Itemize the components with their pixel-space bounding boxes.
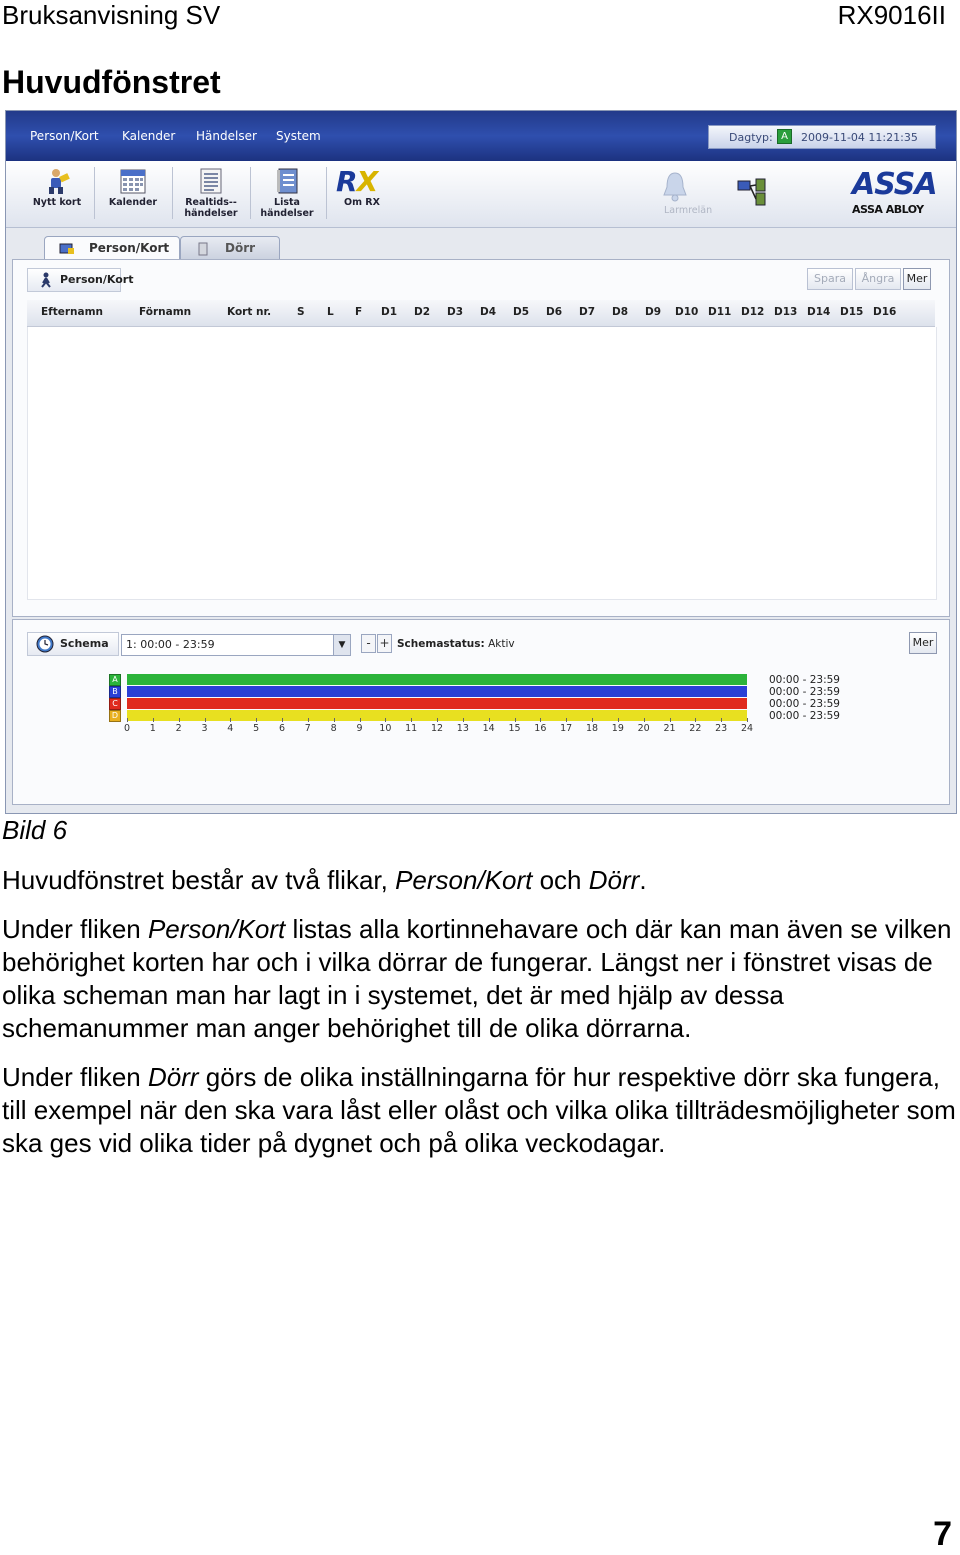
hour-label: 10 (379, 723, 392, 734)
page-header (0, 0, 960, 36)
list-events-icon (273, 167, 301, 195)
paragraph-1 (2, 864, 958, 897)
hour-label: 18 (585, 723, 599, 734)
hour-tick (282, 718, 283, 722)
col-fornamn[interactable]: Förnamn (139, 306, 192, 318)
schedule-panel (12, 619, 950, 805)
page-number: 7 (933, 1515, 952, 1553)
hour-tick (747, 718, 748, 722)
assa-abloy-logo: ASSA ABLOY (852, 203, 924, 216)
col-d8[interactable]: D8 (612, 306, 629, 318)
schedule-band-a[interactable] (127, 674, 747, 685)
col-s[interactable]: S (297, 306, 305, 318)
p2-text: listas alla kortinnehavare och där kan man även se vilken behörighet korten har och i vilka dörrar de fungerar. Längst ner i fönstret visas de olika scheman man har lagt in i systemet, det är med hjälp av dessa schemanummer man anger behörighet till de olika dörrarna. (2, 914, 952, 1043)
hour-label: 20 (637, 723, 650, 734)
band-letter-c: C (109, 698, 121, 710)
toolbar (6, 161, 956, 228)
col-d14[interactable]: D14 (807, 306, 831, 318)
undo-button[interactable]: Ångra (855, 268, 901, 290)
col-l[interactable]: L (327, 306, 334, 318)
toolbar-separator (172, 167, 173, 219)
door-tab-icon (197, 242, 209, 256)
daytype-label: Dagtyp: (729, 131, 773, 144)
panel-title (27, 268, 134, 292)
page-title: Huvudfönstret (2, 64, 221, 100)
schedule-status-label: Schemastatus: (397, 638, 485, 650)
hour-tick (566, 718, 567, 722)
hour-tick (385, 718, 386, 722)
person-card-panel (12, 259, 950, 617)
model-name: RX9016II (837, 0, 946, 30)
list-events-label (256, 197, 318, 219)
list-label-line2: händelser (260, 208, 314, 219)
tab-dorr-label: Dörr (225, 241, 256, 255)
more-button[interactable]: Mer (903, 268, 931, 290)
new-card-icon (43, 167, 71, 195)
hour-label: 2 (175, 723, 182, 734)
remove-schedule-button[interactable]: - (361, 634, 376, 653)
hour-label: 11 (405, 723, 418, 734)
person-icon (38, 272, 54, 288)
daytype-display (708, 125, 936, 149)
menu-handelser[interactable]: Händelser (196, 129, 257, 143)
hour-label: 17 (560, 723, 573, 734)
col-d6[interactable]: D6 (546, 306, 563, 318)
col-d12[interactable]: D12 (741, 306, 765, 318)
menu-bar (6, 111, 956, 161)
app-screenshot (5, 110, 957, 814)
hour-tick (308, 718, 309, 722)
hour-label: 6 (278, 723, 286, 734)
col-d7[interactable]: D7 (579, 306, 596, 318)
list-events-button[interactable] (256, 161, 318, 227)
schedule-select-value: 1: 00:00 - 23:59 (126, 638, 215, 651)
network-icon[interactable] (736, 177, 770, 207)
p3-text: görs de olika inställningarna för hur respektive dörr ska fungera, till exempel när den ska vara låst eller olåst och vilka olika tillträdesmöjligheter som ska ges vid olika tider på dygnet och på olika veckodagar. (2, 1062, 956, 1158)
col-d16[interactable]: D16 (873, 306, 897, 318)
hour-tick (256, 718, 257, 722)
daytype-badge: A (777, 129, 792, 144)
hour-tick (463, 718, 464, 722)
band-letter-a: A (109, 674, 121, 686)
person-card-tab-icon (59, 242, 75, 256)
col-d2[interactable]: D2 (414, 306, 431, 318)
col-d11[interactable]: D11 (708, 306, 732, 318)
save-button[interactable]: Spara (807, 268, 853, 290)
p1-och: och (532, 865, 589, 895)
tab-person-kort-label: Person/Kort (89, 241, 170, 255)
col-d1[interactable]: D1 (381, 306, 398, 318)
toolbar-separator (326, 167, 327, 219)
figure-caption: Bild 6 (2, 815, 68, 845)
band-range-d: 00:00 - 23:59 (769, 710, 840, 722)
col-d4[interactable]: D4 (480, 306, 497, 318)
p3-intro: Under fliken (2, 1062, 148, 1092)
schedule-status (397, 638, 515, 650)
realtime-events-label (178, 197, 244, 219)
rx-logo-x: X (356, 165, 378, 198)
hour-label: 4 (227, 723, 234, 734)
schedule-more-button[interactable]: Mer (909, 632, 937, 654)
rx-logo-r: R (336, 165, 357, 198)
menu-system[interactable]: System (276, 129, 321, 143)
schedule-title-label: Schema (60, 637, 109, 650)
col-f[interactable]: F (355, 306, 363, 318)
hour-label: 9 (356, 723, 363, 734)
p2-person-kort: Person/Kort (147, 914, 286, 944)
hour-tick (515, 718, 516, 722)
band-letter-d: D (109, 710, 121, 722)
calendar-label: Kalender (108, 197, 158, 208)
panel-header (27, 268, 935, 294)
schedule-title (27, 632, 119, 656)
hour-tick (153, 718, 154, 722)
calendar-icon (119, 167, 147, 195)
hour-label: 13 (456, 723, 469, 734)
band-range-a: 00:00 - 23:59 (769, 674, 840, 686)
schedule-band-c[interactable] (127, 698, 747, 709)
card-table-body[interactable] (27, 327, 937, 600)
hour-label: 7 (304, 723, 311, 734)
realtime-label-line1: Realtids-- (185, 197, 237, 208)
hour-tick (670, 718, 671, 722)
schedule-select[interactable] (121, 634, 351, 656)
paragraph-3 (2, 1061, 958, 1160)
hour-label: 16 (534, 723, 547, 734)
alarm-bell-icon[interactable] (660, 171, 690, 203)
band-range-b: 00:00 - 23:59 (769, 686, 840, 698)
hour-tick (592, 718, 593, 722)
p1-person-kort: Person/Kort (395, 865, 533, 895)
p1-dorr: Dörr (588, 865, 640, 895)
col-d3[interactable]: D3 (447, 306, 464, 318)
hour-label: 23 (715, 723, 728, 734)
col-kort-nr[interactable]: Kort nr. (227, 306, 272, 318)
panel-title-label: Person/Kort (60, 273, 134, 286)
hour-tick (205, 718, 206, 722)
hour-label: 14 (482, 723, 495, 734)
datetime: 2009-11-04 11:21:35 (801, 131, 918, 144)
alarm-relay-label: Larmrelän (664, 205, 713, 216)
hour-label: 21 (663, 723, 676, 734)
realtime-events-icon (197, 167, 225, 195)
p3-dorr: Dörr (147, 1062, 199, 1092)
hour-tick (230, 718, 231, 722)
col-d9[interactable]: D9 (645, 306, 662, 318)
hour-tick (360, 718, 361, 722)
about-rx-label[interactable]: Om RX (344, 197, 380, 208)
realtime-events-button[interactable] (178, 161, 244, 227)
rx-logo[interactable] (336, 165, 377, 198)
hour-tick (618, 718, 619, 722)
hour-tick (437, 718, 438, 722)
hour-tick (695, 718, 696, 722)
paragraph-2 (2, 913, 958, 1045)
hour-label: 8 (330, 723, 337, 734)
menu-person-kort[interactable]: Person/Kort (30, 129, 99, 143)
card-table-header (27, 300, 935, 327)
tab-person-kort[interactable] (44, 236, 180, 261)
col-d10[interactable]: D10 (675, 306, 699, 318)
tab-bar (6, 228, 956, 260)
realtime-label-line2: händelser (184, 208, 238, 219)
toolbar-separator (250, 167, 251, 219)
band-letter-b: B (109, 686, 121, 698)
hour-label: 5 (253, 723, 260, 734)
hour-tick (489, 718, 490, 722)
hour-tick (179, 718, 180, 722)
hour-tick (334, 718, 335, 722)
hour-tick (127, 718, 128, 722)
hour-label: 15 (508, 723, 521, 734)
p1-period: . (639, 865, 647, 895)
schedule-band-b[interactable] (127, 686, 747, 697)
col-efternamn[interactable]: Efternamn (41, 306, 104, 318)
clock-icon (36, 635, 54, 653)
hour-label: 3 (201, 723, 208, 734)
hour-tick (540, 718, 541, 722)
col-d13[interactable]: D13 (774, 306, 798, 318)
new-card-button[interactable] (26, 161, 88, 227)
hour-label: 22 (689, 723, 702, 734)
add-schedule-button[interactable]: + (377, 634, 392, 653)
manual-title: Bruksanvisning SV (2, 0, 221, 30)
hour-label: 24 (740, 723, 754, 734)
hour-tick (411, 718, 412, 722)
hour-label: 1 (149, 723, 156, 734)
hour-tick (721, 718, 722, 722)
calendar-button[interactable] (102, 161, 164, 227)
hour-label: 0 (123, 723, 131, 734)
menu-kalender[interactable]: Kalender (122, 129, 176, 143)
toolbar-separator (94, 167, 95, 219)
col-d5[interactable]: D5 (513, 306, 530, 318)
chevron-down-icon[interactable]: ▼ (333, 635, 350, 655)
p2-intro: Under fliken (2, 914, 148, 944)
col-d15[interactable]: D15 (840, 306, 864, 318)
list-label-line1: Lista (274, 197, 300, 208)
schedule-status-value: Aktiv (488, 638, 515, 650)
tab-dorr[interactable] (180, 236, 280, 261)
hour-label: 19 (611, 723, 624, 734)
hour-tick (644, 718, 645, 722)
p1-text: Huvudfönstret består av två flikar, (2, 865, 396, 895)
band-range-c: 00:00 - 23:59 (769, 698, 840, 710)
assa-logo: ASSA (852, 167, 937, 202)
new-card-label: Nytt kort (32, 197, 82, 208)
hour-label: 12 (430, 723, 444, 734)
